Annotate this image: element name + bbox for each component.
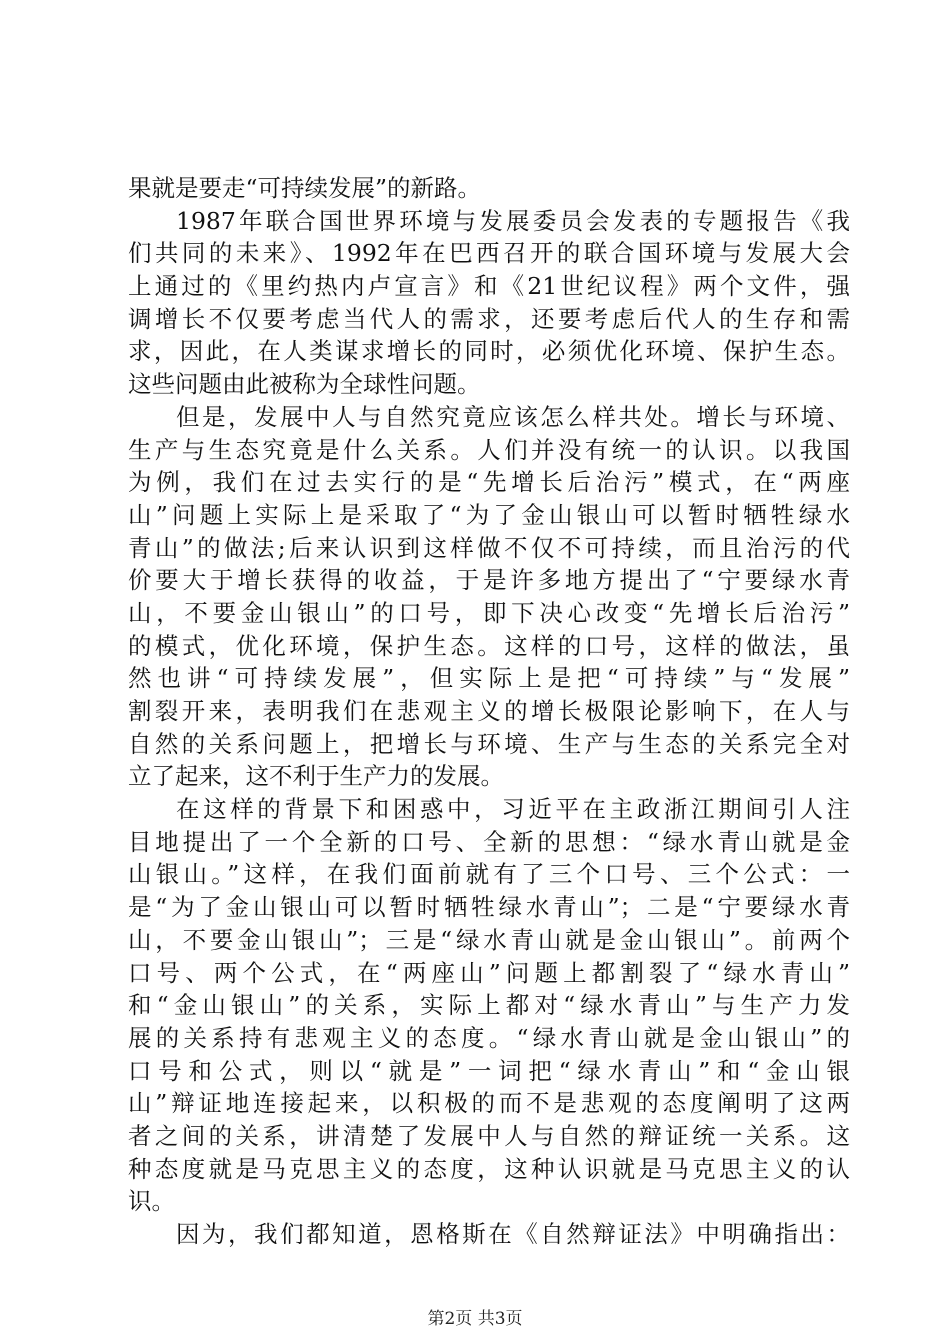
- text-line: 口号和公式，则以“就是”一词把“绿水青山”和“金山银: [128, 1056, 850, 1085]
- text-line: 们共同的未来》、1992年在巴西召开的联合国环境与发展大会: [128, 239, 850, 268]
- page-footer: 第2页 共3页: [427, 1309, 523, 1329]
- text-line: 调增长不仅要考虑当代人的需求，还要考虑后代人的生存和需: [128, 304, 850, 333]
- text-line: 生产与生态究竟是什么关系。人们并没有统一的认识。以我国: [128, 435, 850, 464]
- text-line: 种态度就是马克思主义的态度，这种认识就是马克思主义的认: [128, 1154, 850, 1183]
- document-body: [128, 172, 850, 1251]
- text-line: 果就是要走“可持续发展”的新路。: [128, 174, 482, 202]
- text-line: 因为，我们都知道，恩格斯在《自然辩证法》中明确指出：: [176, 1220, 850, 1248]
- text-line: 这些问题由此被称为全球性问题。: [128, 370, 481, 399]
- text-line: 但是，发展中人与自然究竟应该怎么样共处。增长与环境、: [176, 402, 850, 431]
- text-line: 山”问题上实际上是采取了“为了金山银山可以暂时牺牲绿水: [128, 500, 850, 529]
- text-line: 是“为了金山银山可以暂时牺牲绿水青山”；二是“宁要绿水青: [128, 893, 850, 922]
- text-line: 然也讲“可持续发展”，但实际上是把“可持续”与“发展”: [128, 664, 850, 693]
- text-line: 求，因此，在人类谋求增长的同时，必须优化环境、保护生态。: [128, 337, 850, 366]
- text-line: 山，不要金山银山”的口号，即下决心改变“先增长后治污”: [128, 598, 850, 627]
- text-line: 山银山。”这样，在我们面前就有了三个口号、三个公式：一: [128, 860, 850, 889]
- text-line: 价要大于增长获得的收益，于是许多地方提出了“宁要绿水青: [128, 566, 850, 595]
- text-line: 的模式，优化环境，保护生态。这样的口号，这样的做法，虽: [128, 631, 850, 660]
- text-line: 立了起来，这不利于生产力的发展。: [128, 762, 504, 791]
- text-line: 山，不要金山银山”；三是“绿水青山就是金山银山”。前两个: [128, 925, 850, 954]
- text-line: 1987年联合国世界环境与发展委员会发表的专题报告《我: [176, 206, 850, 235]
- text-line: 青山”的做法;后来认识到这样做不仅不可持续，而且治污的代: [128, 533, 850, 562]
- text-line: 者之间的关系，讲清楚了发展中人与自然的辩证统一关系。这: [128, 1121, 850, 1150]
- text-line: 自然的关系问题上，把增长与环境、生产与生态的关系完全对: [128, 729, 850, 758]
- text-line: 和“金山银山”的关系，实际上都对“绿水青山”与生产力发: [128, 991, 850, 1020]
- text-line: 识。: [128, 1187, 175, 1216]
- text-line: 口号、两个公式，在“两座山”问题上都割裂了“绿水青山”: [128, 958, 850, 987]
- text-line: 目地提出了一个全新的口号、全新的思想：“绿水青山就是金: [128, 827, 850, 856]
- text-line: 在这样的背景下和困惑中，习近平在主政浙江期间引人注: [176, 795, 850, 824]
- text-line: 割裂开来，表明我们在悲观主义的增长极限论影响下，在人与: [128, 697, 850, 725]
- text-line: 为例，我们在过去实行的是“先增长后治污”模式，在“两座: [128, 468, 850, 497]
- text-line: 上通过的《里约热内卢宣言》和《21世纪议程》两个文件，强: [128, 272, 850, 301]
- text-line: 展的关系持有悲观主义的态度。“绿水青山就是金山银山”的: [128, 1023, 850, 1052]
- text-line: 山”辩证地连接起来，以积极的而不是悲观的态度阐明了这两: [128, 1089, 850, 1118]
